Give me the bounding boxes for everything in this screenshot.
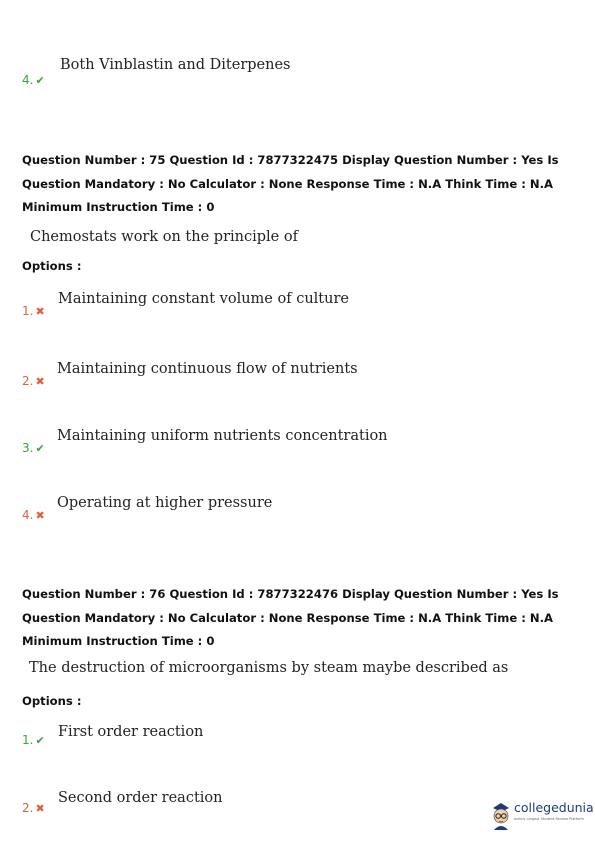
question-meta: Question Number : 76 Question Id : 7877322476 Display Question Number : Yes Is Question Mandatory : No Calculator : None Response Time : N.A Think Time : N.A Minimum Instruction Time : 0 bbox=[22, 587, 559, 648]
logo-text: collegedunia bbox=[514, 800, 594, 815]
option-number bbox=[22, 374, 45, 389]
option-number-label: 4. bbox=[22, 73, 34, 87]
option-text: Maintaining constant volume of culture bbox=[58, 291, 349, 307]
check-icon: ✔ bbox=[35, 74, 45, 87]
option-number-label: 2. bbox=[22, 374, 34, 388]
option-number-label: 1. bbox=[22, 733, 34, 747]
question-text: The destruction of microorganisms by steam maybe described as bbox=[29, 660, 509, 676]
check-icon: ✔ bbox=[35, 734, 45, 747]
option-text: Both Vinblastin and Diterpenes bbox=[60, 57, 291, 73]
cross-icon: ✖ bbox=[35, 802, 45, 815]
option-number bbox=[22, 801, 45, 816]
logo-tagline: India's Largest Student Review Platform bbox=[514, 817, 584, 821]
option-number-label: 3. bbox=[22, 441, 34, 455]
student-mascot-icon bbox=[490, 800, 512, 830]
options-label: Options : bbox=[22, 259, 82, 273]
cross-icon: ✖ bbox=[35, 509, 45, 522]
option-number bbox=[22, 508, 45, 523]
check-icon: ✔ bbox=[35, 442, 45, 455]
cross-icon: ✖ bbox=[35, 305, 45, 318]
collegedunia-logo bbox=[490, 798, 594, 832]
option-text: Second order reaction bbox=[58, 790, 223, 806]
cross-icon: ✖ bbox=[35, 375, 45, 388]
option-text: First order reaction bbox=[58, 724, 204, 740]
option-text: Maintaining uniform nutrients concentration bbox=[57, 428, 388, 444]
option-number-label: 4. bbox=[22, 508, 34, 522]
option-text: Maintaining continuous flow of nutrients bbox=[57, 361, 358, 377]
options-label: Options : bbox=[22, 694, 82, 708]
option-text: Operating at higher pressure bbox=[57, 495, 273, 511]
option-number-label: 1. bbox=[22, 304, 34, 318]
option-number bbox=[22, 304, 45, 319]
option-number-label: 2. bbox=[22, 801, 34, 815]
option-number bbox=[22, 733, 45, 748]
question-meta: Question Number : 75 Question Id : 7877322475 Display Question Number : Yes Is Question Mandatory : No Calculator : None Response Time : N.A Think Time : N.A Minimum Instruction Time : 0 bbox=[22, 153, 559, 214]
option-number bbox=[22, 441, 45, 456]
question-text: Chemostats work on the principle of bbox=[30, 229, 298, 245]
option-number bbox=[22, 73, 45, 88]
